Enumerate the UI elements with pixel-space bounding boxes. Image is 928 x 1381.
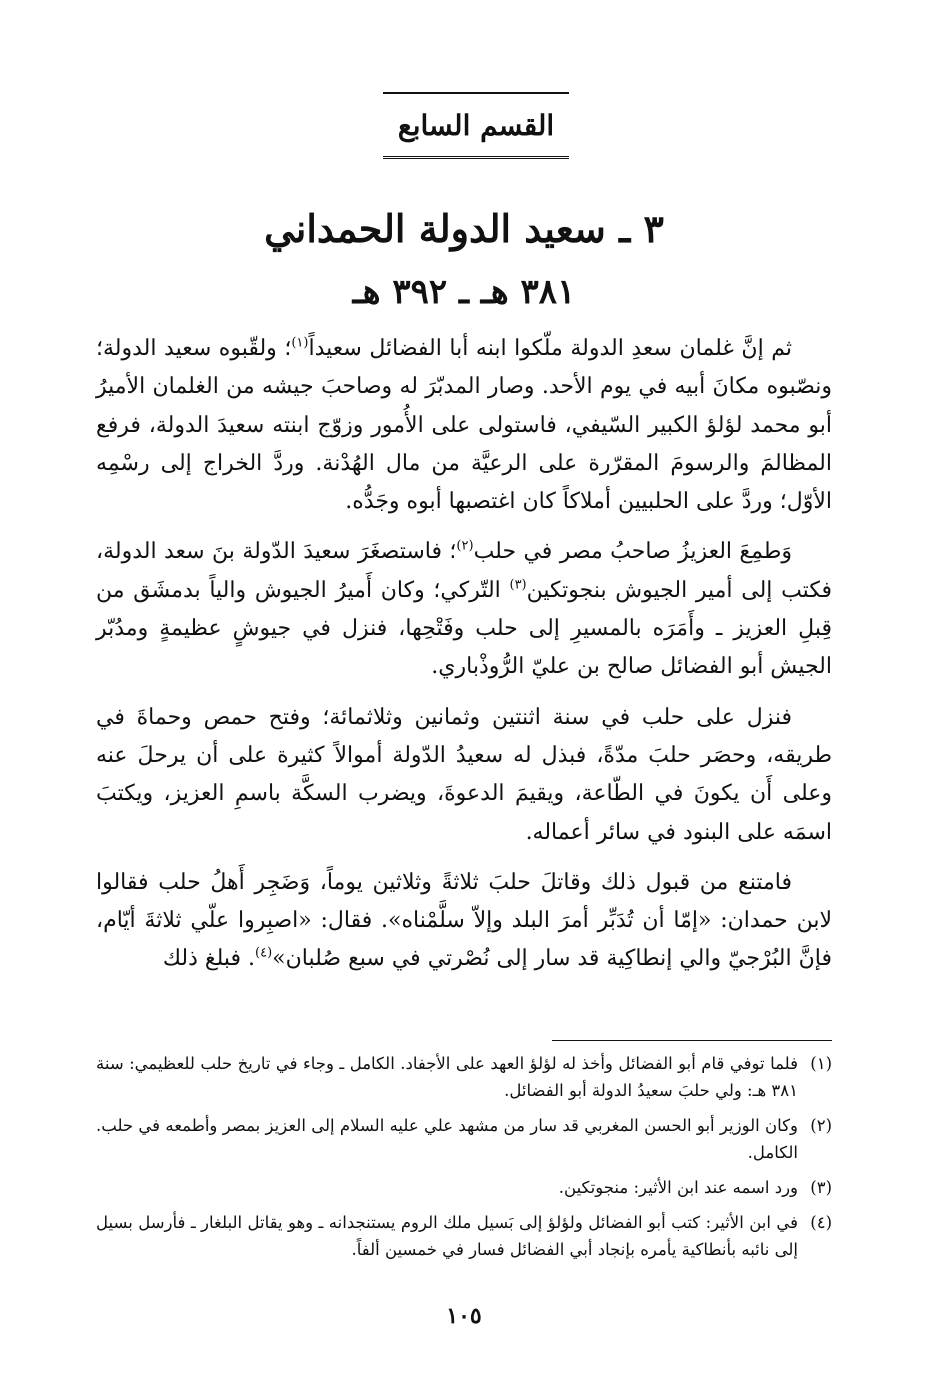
- footnote: [96, 1174, 832, 1201]
- footnote-number: (٤): [810, 1213, 832, 1232]
- paragraph-text: فنزل على حلب في سنة اثنتين وثمانين وثلاثمائة؛ وفتح حمص وحماةَ في طريقه، وحصَر حلبَ مدّةً، فبذل له سعيدُ الدّولة أموالاً كثيرة على أن يرحلَ عنه وعلى أَن يكونَ في الطّاعة، ويقيمَ الدعوةَ، ويضرب السكَّة باسمِ العزيز، ويكتبَ اسمَه على البنود في سائر أعماله.: [96, 704, 832, 845]
- footnote-text: وكان الوزير أبو الحسن المغربي قد سار من مشهد علي عليه السلام إلى العزيز بمصر وأطمعه في حلب. الكامل.: [96, 1116, 798, 1162]
- paragraph-text: ثم إنَّ غلمان سعدِ الدولة ملّكوا ابنه أبا الفضائل سعيداً: [308, 336, 793, 361]
- footnote-divider: [552, 1040, 832, 1041]
- footnote-number: (٢): [810, 1116, 832, 1135]
- paragraph: [96, 864, 832, 979]
- paragraph-text: . فبلغ ذلك: [162, 946, 256, 972]
- footnote: [96, 1112, 832, 1166]
- footnote-ref: (١): [291, 335, 309, 351]
- footnote: [96, 1209, 832, 1263]
- paragraph-text: ؛ فاستصغَرَ سعيدَ الدّولة بنَ سعد الدولة، فكتب إلى أمير الجيوش بنجوتكين: [96, 539, 832, 603]
- paragraph-text: فامتنع من قبول ذلك وقاتلَ حلبَ ثلاثةً وثلاثين يوماً، وَضَجِر أَهلُ حلب فقالوا لابن حمدان: «إمّا أن تُدَبِّر أمرَ البلد وإلاّ سلَّمْناه». فقال: «اصبِروا علّي ثلاثةَ أيّام، فإنَّ البُرْجيّ والي إنطاكِية قد سار إلى نُصْرتي في سبع صُلبان»: [96, 869, 832, 972]
- footnote-ref: (٤): [255, 946, 273, 962]
- footnote-ref: (٢): [456, 539, 474, 555]
- footnote: [96, 1050, 832, 1104]
- footnote-number: (١): [810, 1054, 832, 1073]
- footnote-number: (٣): [810, 1178, 832, 1197]
- footnote-text: في ابن الأثير: كتب أبو الفضائل ولؤلؤ إلى بَسيل ملك الروم يستنجدانه ـ وهو يقاتل البلغار ـ فأرسل بسيل إلى نائبه بأنطاكية يأمره بإنجاد أبي الفضائل فسار في خمسين ألفاً.: [96, 1213, 798, 1259]
- chapter-title: ٣ ـ سعيد الدولة الحمداني: [264, 206, 664, 251]
- paragraph: [96, 699, 832, 852]
- paragraph-text: وَطمِعَ العزيزُ صاحبُ مصر في حلب: [473, 539, 792, 565]
- chapter-dates: ٣٨١ هـ ـ ٣٩٢ هـ: [352, 272, 576, 312]
- paragraph: [96, 330, 832, 521]
- body-text: [96, 330, 832, 991]
- footnotes: [96, 1050, 832, 1271]
- footnote-text: فلما توفي قام أبو الفضائل وأخذ له لؤلؤ العهد على الأجفاد. الكامل ـ وجاء في تاريخ حلب للعظيمي: سنة ٣٨١ هـ: ولي حلبَ سعيدُ الدولة أبو الفضائل.: [96, 1054, 798, 1100]
- page-number: ١٠٥: [446, 1303, 482, 1329]
- footnote-text: ورد اسمه عند ابن الأثير: منجوتكين.: [558, 1178, 798, 1197]
- paragraph: [96, 533, 832, 686]
- paragraph-text: التّركي؛ وكان أَميرُ الجيوش والياً بدمشَق من قِبلِ العزيز ـ وأَمَرَه بالمسيرِ إلى حلب وفَتْحِها، فنزل في جيوشٍ عظيمةٍ ومدُبّر الجيش أبو الفضائل صالح بن عليّ الرُّوذْباري.: [96, 577, 832, 680]
- section-heading: القسم السابع: [383, 92, 569, 159]
- paragraph-text: ؛ ولقّبوه سعيد الدولة؛ ونصّبوه مكانَ أبيه في يوم الأحد. وصار المدبّرَ له وصاحبَ جيشه من الغلمان الأميرُ أبو محمد لؤلؤ الكبير السّيفي، فاستولى على الأُمور وزوّج ابنته سعيدَ الدولة، فرفع المظالمَ والرسومَ المقرّرة على الرعيَّة من مال الهُدْنة. وردَّ الخراج إلى رسْمِه الأوّل؛ وردَّ على الحلبيين أملاكاً كان اغتصبها أبوه وجَدُّه.: [96, 336, 832, 515]
- footnote-ref: (٣): [509, 577, 527, 593]
